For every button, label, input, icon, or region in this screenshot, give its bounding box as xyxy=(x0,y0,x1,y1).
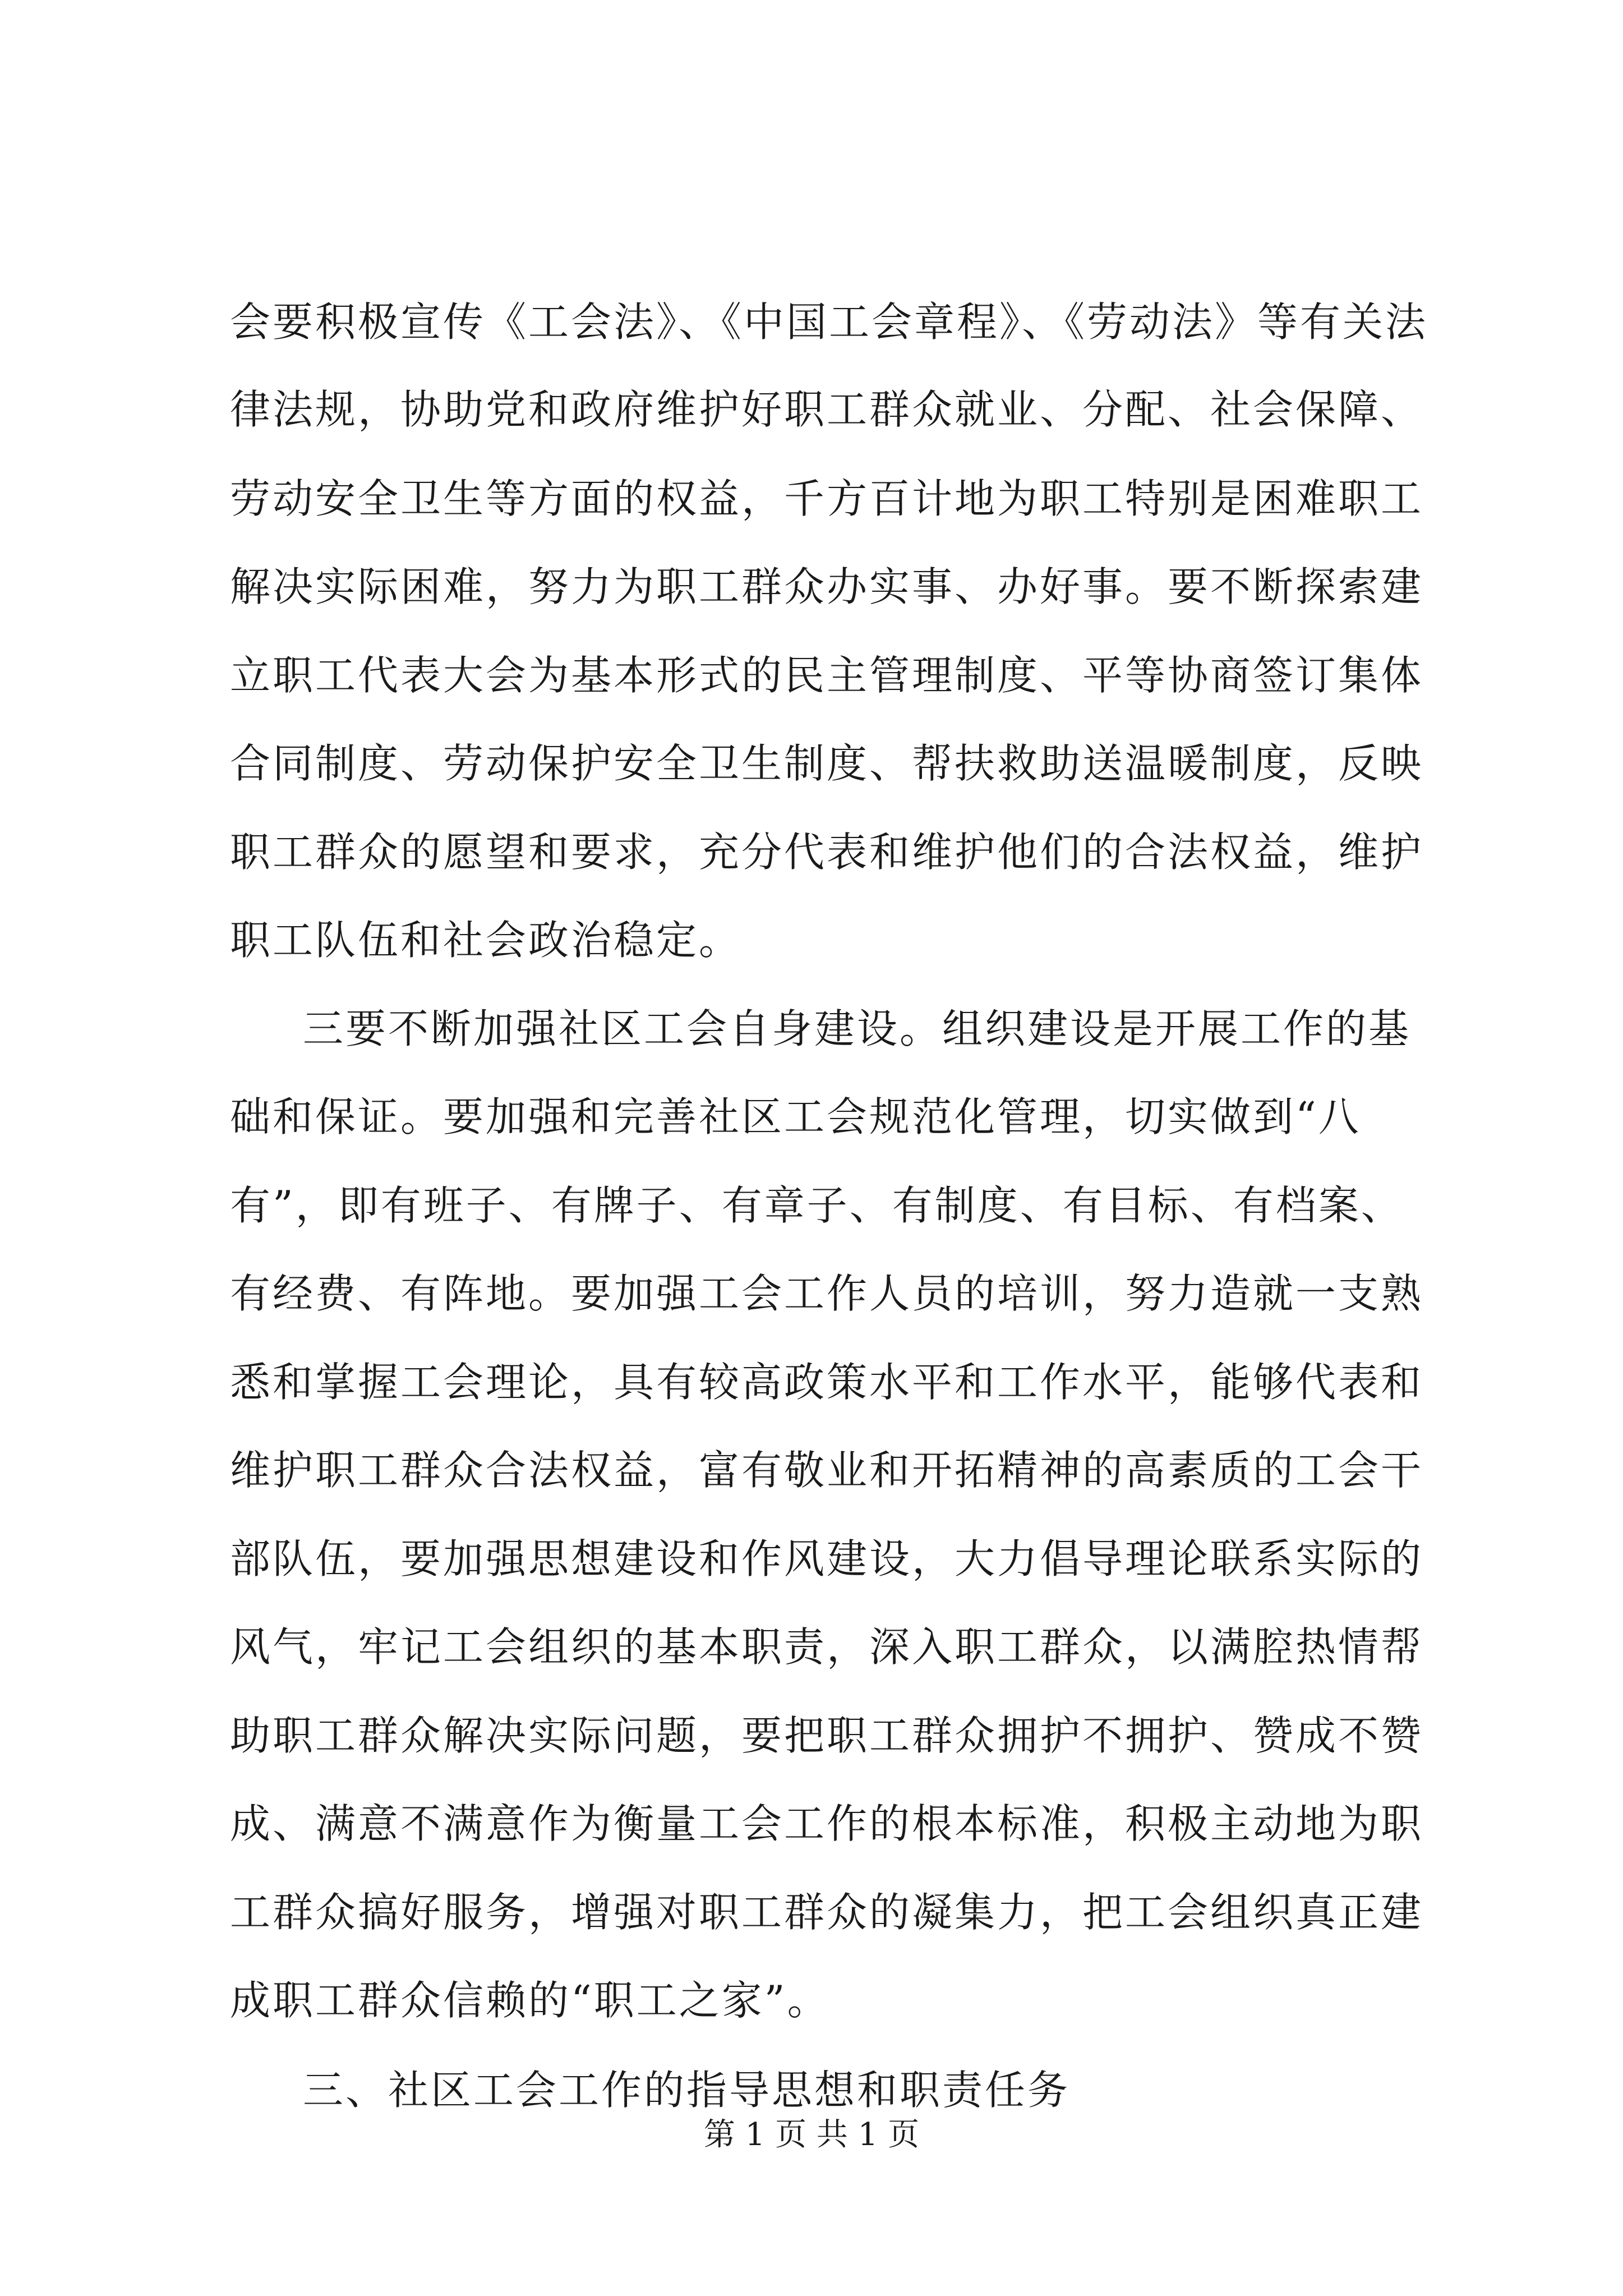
text-line: 合同制度、劳动保护安全卫生制度、帮扶救助送温暖制度，反映 xyxy=(230,740,1424,787)
text-line: 成、满意不满意作为衡量工会工作的根本标准，积极主动地为职 xyxy=(230,1800,1424,1847)
text-line: 悉和掌握工会理论，具有较高政策水平和工作水平，能够代表和 xyxy=(230,1359,1424,1406)
text-line: 立职工代表大会为基本形式的民主管理制度、平等协商签订集体 xyxy=(230,652,1424,699)
section-heading: 三、社区工会工作的指导思想和职责任务 xyxy=(303,2067,1071,2114)
text-line: 有经费、有阵地。要加强工会工作人员的培训，努力造就一支熟 xyxy=(230,1270,1424,1317)
text-line: 三要不断加强社区工会自身建设。组织建设是开展工作的基 xyxy=(303,1005,1412,1052)
text-line: 成职工群众信赖的“职工之家”。 xyxy=(230,1977,830,2024)
text-line: 础和保证。要加强和完善社区工会规范化管理，切实做到“八 xyxy=(230,1093,1361,1140)
text-line: 助职工群众解决实际问题，要把职工群众拥护不拥护、赞成不赞 xyxy=(230,1712,1424,1759)
text-line: 会要积极宣传《工会法》、《中国工会章程》、《劳动法》等有关法 xyxy=(230,298,1428,346)
text-line: 律法规，协助党和政府维护好职工群众就业、分配、社会保障、 xyxy=(230,386,1424,433)
text-line: 维护职工群众合法权益，富有敬业和开拓精神的高素质的工会干 xyxy=(230,1447,1424,1494)
page-footer: 第 1 页 共 1 页 xyxy=(703,2116,920,2153)
text-line: 解决实际困难，努力为职工群众办实事、办好事。要不断探索建 xyxy=(230,563,1424,610)
text-line: 劳动安全卫生等方面的权益，千方百计地为职工特别是困难职工 xyxy=(230,475,1424,522)
text-line: 职工群众的愿望和要求，充分代表和维护他们的合法权益，维护 xyxy=(230,829,1424,876)
text-line: 部队伍，要加强思想建设和作风建设，大力倡导理论联系实际的 xyxy=(230,1535,1424,1582)
text-line: 风气，牢记工会组织的基本职责，深入职工群众，以满腔热情帮 xyxy=(230,1623,1424,1671)
text-line: 有”，即有班子、有牌子、有章子、有制度、有目标、有档案、 xyxy=(230,1182,1404,1229)
text-line: 职工队伍和社会政治稳定。 xyxy=(230,917,742,964)
text-line: 工群众搞好服务，增强对职工群众的凝集力，把工会组织真正建 xyxy=(230,1889,1424,1936)
